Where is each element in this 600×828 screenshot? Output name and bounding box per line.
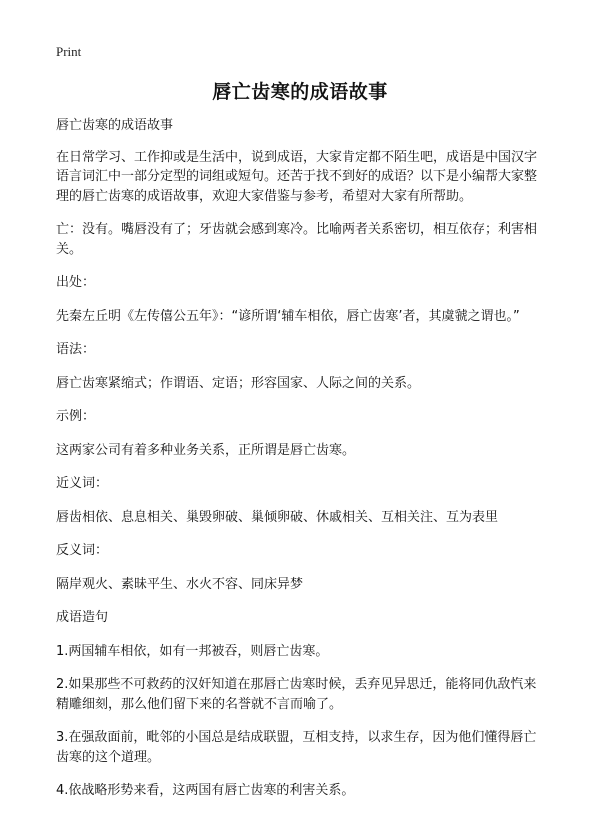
example-paragraph: 这两家公司有着多种业务关系，正所谓是唇亡齿寒。	[56, 442, 356, 458]
sentence-item: 4.依战略形势来看，这两国有唇亡齿寒的利害关系。	[56, 783, 355, 798]
sentence-item: 3.在强敌面前，毗邻的小国总是结成联盟，互相支持，以求生存，因为他们懂得唇亡齿寒的这个道理。	[56, 730, 537, 765]
print-label: Print	[56, 44, 82, 59]
grammar-heading: 语法：	[56, 342, 96, 357]
grammar-paragraph: 唇亡齿寒紧缩式；作谓语、定语；形容国家、人际之间的关系。	[56, 375, 421, 391]
definition-paragraph: 亡：没有。嘴唇没有了；牙齿就会感到寒冷。比喻两者关系密切，相互依存；利害相关。	[56, 222, 538, 257]
example-heading: 示例：	[56, 409, 96, 424]
synonyms-heading: 近义词：	[56, 476, 109, 491]
source-paragraph: 先秦左丘明《左传僖公五年》：“谚所谓‘辅车相依，唇亡齿寒’者，其虞虢之谓也。”	[56, 308, 520, 324]
sentence-item: 2.如果那些不可救药的汉奸知道在那唇亡齿寒时候，丢弃见异思迁，能将同仇敌忾来精雕细刻，那么他们留下来的名誉就不言而喻了。	[56, 677, 537, 712]
synonyms-paragraph: 唇齿相依、息息相关、巢毁卵破、巢倾卵破、休戚相关、互相关注、互为表里	[56, 509, 499, 525]
sentence-item: 1.两国辅车相依，如有一邦被吞，则唇亡齿寒。	[56, 643, 329, 659]
intro-paragraph: 在日常学习、工作抑或是生活中，说到成语，大家肯定都不陌生吧，成语是中国汉字语言词汇中一部分定型的词组或短句。还苦于找不到好的成语？以下是小编帮大家整理的唇亡齿寒的成语故事，欢迎大家借鉴与参考，希望对大家有所帮助。	[56, 149, 538, 204]
antonyms-paragraph: 隔岸观火、素昧平生、水火不容、同床异梦	[56, 576, 304, 592]
source-heading: 出处：	[56, 275, 96, 290]
subtitle-paragraph: 唇亡齿寒的成语故事	[56, 118, 174, 133]
sentences-heading: 成语造句	[56, 610, 109, 625]
antonyms-heading: 反义词：	[56, 543, 109, 558]
page-title: 唇亡齿寒的成语故事	[212, 81, 388, 103]
